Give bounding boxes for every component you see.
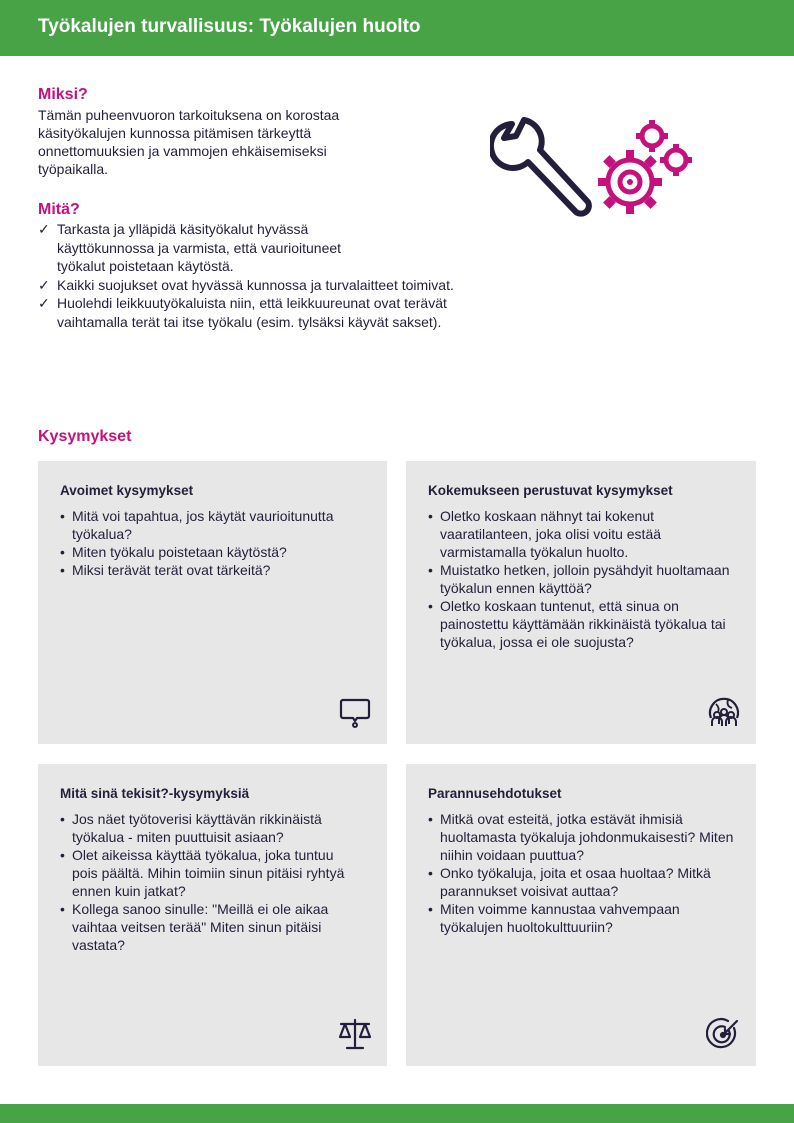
list-item bbox=[38, 220, 508, 276]
speech-bubble-icon bbox=[337, 694, 373, 730]
target-arrow-icon bbox=[706, 1016, 742, 1052]
card-list bbox=[60, 507, 369, 579]
list-item: • Oletko koskaan nähnyt tai kokenut vaaratilanteen, joka olisi voitu estää varmistamalla työkalun huolto. bbox=[428, 507, 732, 561]
card-title: Parannusehdotukset bbox=[428, 786, 562, 801]
card-title: Avoimet kysymykset bbox=[60, 483, 194, 498]
check-icon: ✓ bbox=[38, 221, 50, 237]
list-item: • Jos näet työtoverisi käyttävän rikkinäistä työkalua - miten puuttuisit asiaan? bbox=[60, 810, 363, 846]
gears-icon bbox=[608, 126, 686, 204]
wrench-icon bbox=[491, 120, 589, 214]
card-list bbox=[60, 810, 363, 954]
list-item: • Miten työkalu poistetaan käytöstä? bbox=[60, 543, 369, 561]
page-header bbox=[0, 0, 794, 56]
list-item: • Olet aikeissa käyttää työkalua, joka tuntuu pois päältä. Mihin toimiin sinun pitäisi ryhtyä ennen kuin jatkat? bbox=[60, 846, 363, 900]
page-footer bbox=[0, 1104, 794, 1123]
list-item: • Mitkä ovat esteitä, jotka estävät ihmisiä huoltamasta työkaluja johdonmukaisesti? Miten niihin voidaan puuttua? bbox=[428, 810, 734, 864]
list-item: • Miksi terävät terät ovat tärkeitä? bbox=[60, 561, 369, 579]
what-heading: Mitä? bbox=[38, 201, 80, 218]
card-list bbox=[428, 507, 732, 651]
card-what-would-you-do bbox=[38, 764, 387, 1066]
why-text: Tämän puheenvuoron tarkoituksena on korostaa käsityökalujen kunnossa pitämisen tärkeyttä onnettomuuksien ja vammojen ehkäisemiseksi työpaikalla. bbox=[38, 107, 340, 177]
list-item: • Muistatko hetken, jolloin pysähdyit huoltamaan työkalun ennen käyttöä? bbox=[428, 561, 732, 597]
globe-people-icon bbox=[706, 694, 742, 730]
card-experience-questions bbox=[406, 461, 756, 744]
list-item: • Kollega sanoo sinulle: "Meillä ei ole aikaa vaihtaa veitsen terää" Miten sinun pitäisi vastata? bbox=[60, 900, 363, 954]
list-item-text: Huolehdi leikkuutyökaluista niin, että leikkuureunat ovat terävät vaihtamalla terät tai itse työkalu (esim. tylsäksi käyvät sakset). bbox=[57, 295, 447, 330]
card-improvement-suggestions bbox=[406, 764, 756, 1066]
list-item: • Oletko koskaan tuntenut, että sinua on painostettu käyttämään rikkinäistä työkalua tai työkalua, jossa ei ole suojusta? bbox=[428, 597, 732, 651]
card-title: Mitä sinä tekisit?-kysymyksiä bbox=[60, 786, 250, 801]
check-icon: ✓ bbox=[38, 276, 50, 293]
card-open-questions bbox=[38, 461, 387, 744]
scales-icon bbox=[337, 1016, 373, 1052]
card-list bbox=[428, 810, 734, 936]
check-icon: ✓ bbox=[38, 295, 50, 311]
list-item: • Mitä voi tapahtua, jos käytät vaurioitunutta työkalua? bbox=[60, 507, 369, 543]
questions-heading: Kysymykset bbox=[38, 428, 132, 445]
list-item: • Miten voimme kannustaa vahvempaan työkalujen huoltokulttuuriin? bbox=[428, 900, 734, 936]
why-heading: Miksi? bbox=[38, 86, 88, 103]
what-list bbox=[38, 220, 508, 331]
list-item: • Onko työkaluja, joita et osaa huoltaa? Mitkä parannukset voisivat auttaa? bbox=[428, 864, 734, 900]
card-title: Kokemukseen perustuvat kysymykset bbox=[428, 483, 673, 498]
hero-illustration bbox=[490, 112, 700, 222]
wrench-gears-icon bbox=[490, 112, 700, 222]
list-item-text: Kaikki suojukset ovat hyvässä kunnossa ja turvalaitteet toimivat. bbox=[57, 276, 454, 293]
page-title: Työkalujen turvallisuus: Työkalujen huolto bbox=[38, 16, 421, 37]
list-item-text: Tarkasta ja ylläpidä käsityökalut hyvässä käyttökunnossa ja varmista, että vaurioituneet työkalut poistetaan käytöstä. bbox=[57, 221, 342, 274]
list-item bbox=[38, 294, 508, 331]
list-item bbox=[38, 276, 508, 295]
